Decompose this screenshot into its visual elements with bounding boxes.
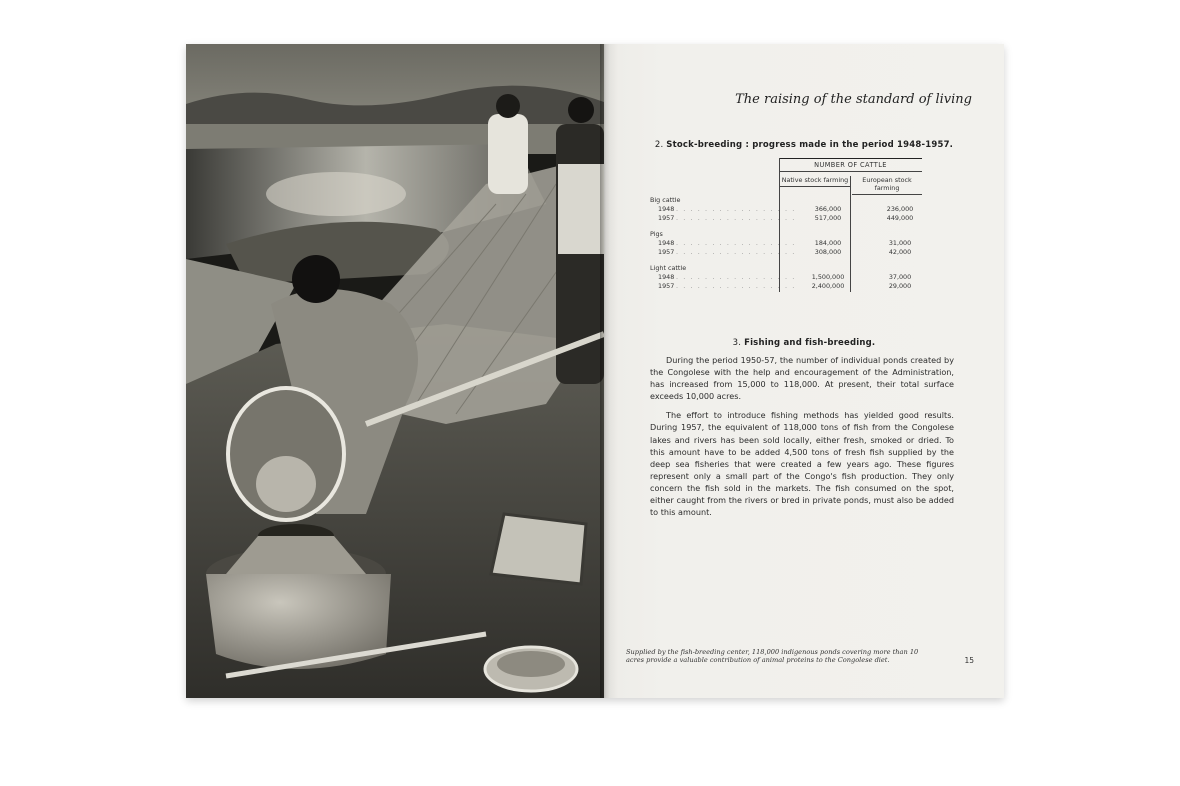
european-value: 29,000 (888, 282, 912, 290)
group-label-row (650, 196, 922, 205)
european-value: 37,000 (888, 273, 912, 281)
leader-dots: . . . . . . . . . . . . . . . . . (676, 282, 796, 290)
european-value: 31,000 (888, 239, 912, 247)
section-3-title (604, 338, 1004, 348)
right-page (604, 44, 1004, 698)
section-2-title (604, 140, 1004, 150)
section-2-number: 2. (654, 140, 664, 150)
paragraph: The effort to introduce fishing methods has yielded good results. During 1957, the equivalent of 118,000 tons of fish from the Congolese lakes and rivers has been sold locally, either fresh, smoked or dried. To this amount have to be added 4,500 tons of fresh fish supplied by the deep sea fisheries that were created a few years ago. These figures represent only a small part of the Congo's fish production. They only concern the fish sold in the markets. The fish consumed on the spot, either caught from the rivers or bred in private ponds, must also be added to this amount. (650, 410, 954, 518)
group-label: Pigs (650, 230, 663, 238)
book-gutter (600, 44, 610, 698)
row-year: 1957 (658, 282, 675, 290)
group-label: Big cattle (650, 196, 681, 204)
table-row (650, 239, 922, 248)
leader-dots: . . . . . . . . . . . . . . . . . (676, 273, 796, 281)
european-value: 449,000 (886, 214, 914, 222)
table-header: NUMBER OF CATTLE (779, 158, 922, 172)
group-label: Light cattle (650, 264, 687, 272)
row-year: 1948 (658, 273, 675, 281)
table-row (650, 214, 922, 223)
table-row (650, 273, 922, 282)
native-value: 184,000 (814, 239, 842, 247)
row-year: 1948 (658, 205, 675, 213)
cattle-table (650, 158, 922, 294)
native-value: 308,000 (814, 248, 842, 256)
native-value: 2,400,000 (811, 282, 845, 290)
paragraph: During the period 1950-57, the number of individual ponds created by the Congolese with the help and encouragement of the Administration, has increased from 15,000 to 118,000. At present, their total surface exceeds 10,000 acres. (650, 355, 954, 402)
european-value: 42,000 (888, 248, 912, 256)
row-year: 1957 (658, 248, 675, 256)
group-label-row (650, 230, 922, 239)
section-2-heading: Stock-breeding : progress made in the period 1948-1957. (666, 140, 954, 150)
left-page-photograph (186, 44, 604, 698)
section-3-heading: Fishing and fish-breeding. (744, 338, 876, 348)
row-year: 1957 (658, 214, 675, 222)
table-row (650, 205, 922, 214)
table-row (650, 248, 922, 257)
running-head: The raising of the standard of living (735, 92, 972, 107)
native-value: 366,000 (814, 205, 842, 213)
leader-dots: . . . . . . . . . . . . . . . . . (676, 248, 796, 256)
col-european-header: European stock farming (852, 176, 922, 195)
open-book (186, 44, 1004, 698)
native-value: 517,000 (814, 214, 842, 222)
leader-dots: . . . . . . . . . . . . . . . . . (676, 205, 796, 213)
native-value: 1,500,000 (811, 273, 845, 281)
photo-caption: Supplied by the fish-breeding center, 118,000 indigenous ponds covering more than 10 acres provide a valuable contribution of animal proteins to the Congolese diet. (626, 648, 919, 665)
fishing-photo (186, 44, 604, 698)
leader-dots: . . . . . . . . . . . . . . . . . (676, 239, 796, 247)
section-3-number: 3. (732, 338, 742, 348)
col-native-header: Native stock farming (780, 176, 850, 187)
row-year: 1948 (658, 239, 675, 247)
leader-dots: . . . . . . . . . . . . . . . . . (676, 214, 796, 222)
page-number: 15 (964, 656, 974, 665)
table-row (650, 282, 922, 291)
body-text (650, 354, 954, 525)
european-value: 236,000 (886, 205, 914, 213)
group-label-row (650, 264, 922, 273)
